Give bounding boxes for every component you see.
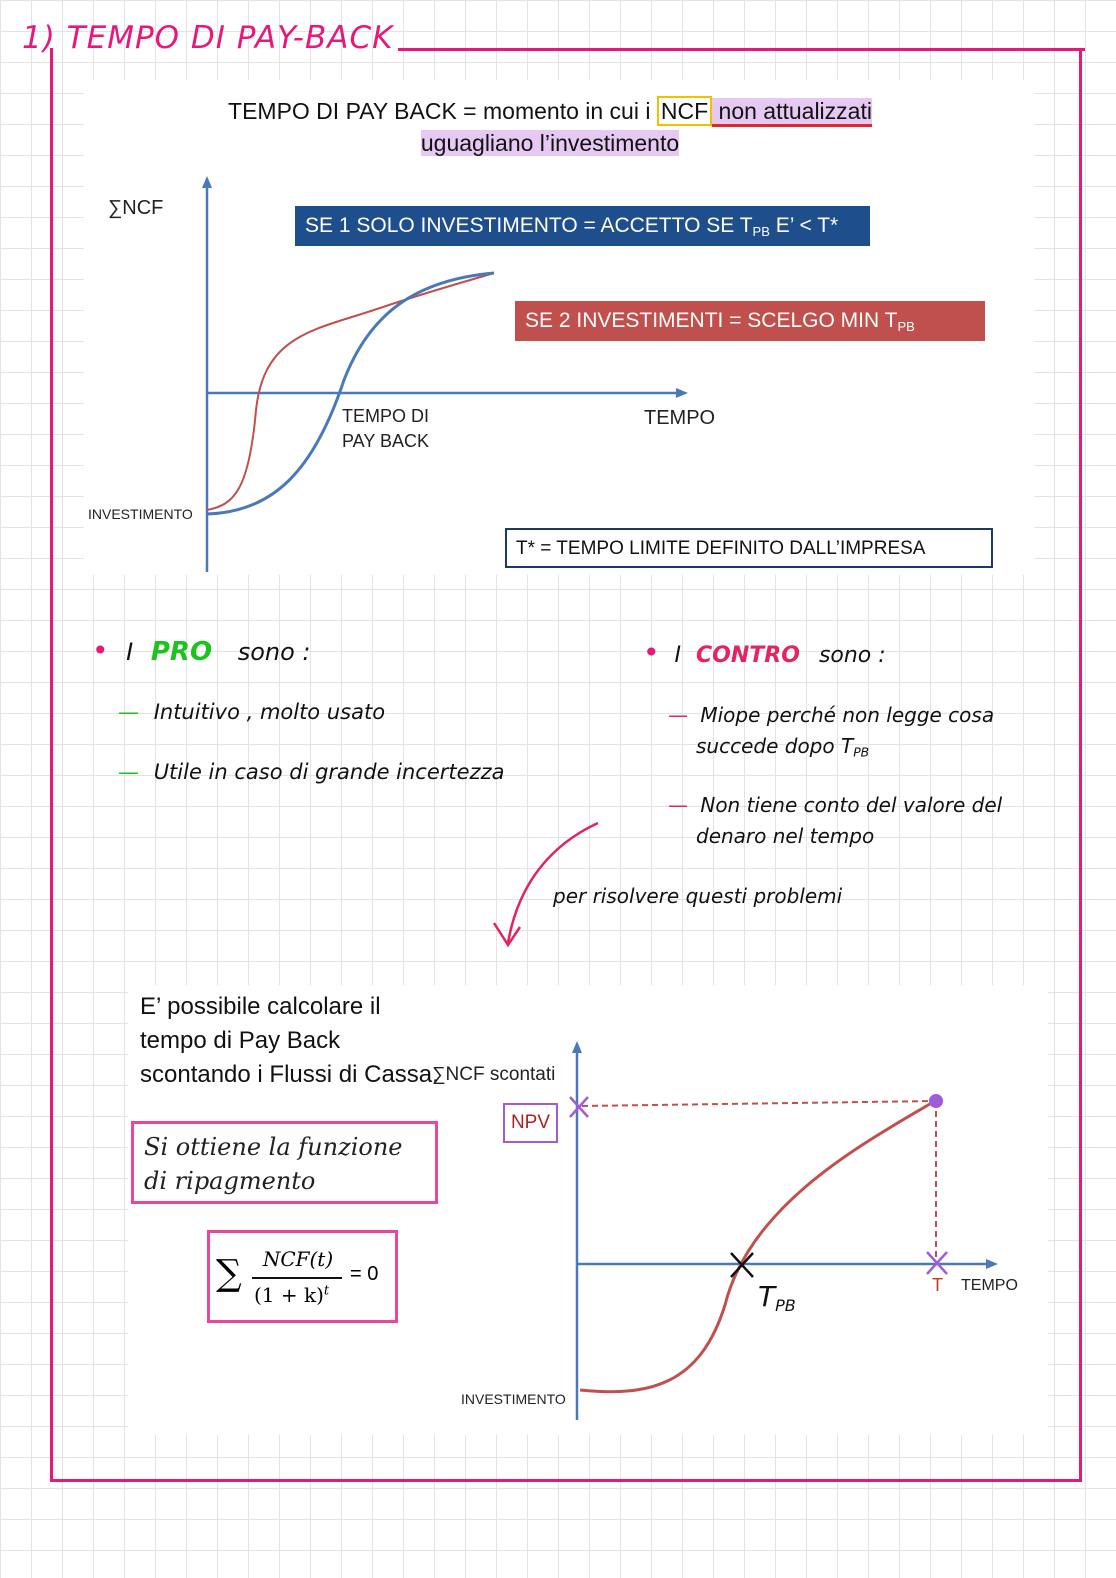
rule-one-sub: PB xyxy=(752,223,770,239)
contro-sono: sono : xyxy=(818,643,886,668)
chart1-y-arrow xyxy=(202,176,212,188)
t-star-definition: T* = TEMPO LIMITE DEFINITO DALL’IMPRESA xyxy=(505,528,993,568)
rule-one-investment xyxy=(295,206,870,246)
page-title: 1) TEMPO DI PAY-BACK xyxy=(22,20,394,56)
tpb-label-sub: PB xyxy=(775,1295,796,1315)
contro-i: I xyxy=(674,643,682,668)
rule-one-text: SE 1 SOLO INVESTIMENTO = ACCETTO SE T xyxy=(305,214,753,237)
t-label: T xyxy=(932,1275,943,1295)
contro-dash-1: — xyxy=(668,703,688,727)
discounted-text: E’ possibile calcolare il tempo di Pay Back scontando i Flussi di Cassa. xyxy=(140,993,439,1088)
npv-dashed-line xyxy=(582,1101,935,1106)
contro-item-2-line-1: Non tiene conto del valore del xyxy=(700,793,1003,817)
chart2-curve xyxy=(580,1101,935,1392)
formula-denominator xyxy=(254,1283,329,1307)
pro-item-2-text: Utile in caso di grande incertezza xyxy=(153,760,505,784)
contro-word: CONTRO xyxy=(696,643,800,668)
tpb-label xyxy=(758,1280,796,1315)
npv-point-icon xyxy=(929,1094,943,1108)
contro-item-1-sub: PB xyxy=(853,744,870,760)
formula-numerator: NCF(t) xyxy=(262,1247,334,1271)
pro-word: PRO xyxy=(150,637,213,667)
npv-cross-icon xyxy=(570,1097,588,1117)
chart2-investimento-label: INVESTIMENTO xyxy=(461,1391,566,1407)
chart2-y-arrow xyxy=(572,1041,582,1053)
chart1-y-label: ∑NCF xyxy=(108,197,164,219)
pro-item-1-text: Intuitivo , molto usato xyxy=(153,700,386,724)
chart2-x-arrow xyxy=(986,1259,998,1269)
chart1-x-label: TEMPO xyxy=(644,407,716,429)
contro-bullet: • xyxy=(643,636,660,669)
definition-line-1 xyxy=(150,98,950,125)
curved-arrow-head xyxy=(494,923,520,945)
contro-item-2 xyxy=(668,790,1002,852)
rule-two-text: SE 2 INVESTIMENTI = SCELGO MIN T xyxy=(525,309,898,332)
definition-part1: TEMPO DI PAY BACK = momento in cui i xyxy=(228,98,657,124)
chart2-y-label: ∑NCF scontati xyxy=(432,1064,556,1085)
definition-part3: uguagliano l’investimento xyxy=(420,130,680,156)
contro-dash-2: — xyxy=(668,793,688,817)
pro-i: I xyxy=(126,638,134,666)
chart1-payback-label-2: PAY BACK xyxy=(342,431,430,451)
discounted-chart xyxy=(560,1035,1010,1430)
rule-two-investments xyxy=(515,301,985,341)
pro-item-2 xyxy=(118,760,504,784)
tpb-label-t: T xyxy=(758,1280,776,1313)
chart1-investimento-label: INVESTIMENTO xyxy=(88,506,193,522)
pro-heading xyxy=(92,634,311,667)
chart1-payback-label-1: TEMPO DI xyxy=(342,406,430,426)
ripagamento-box: Si ottiene la funzione di ripagmento xyxy=(131,1121,438,1204)
pro-bullet: • xyxy=(92,634,109,667)
pro-dash-2: — xyxy=(118,760,139,784)
formula-den-text: (1 + k) xyxy=(254,1283,324,1307)
payback-formula xyxy=(207,1230,398,1323)
formula-equals: = 0 xyxy=(350,1263,379,1285)
contro-item-1 xyxy=(668,700,994,768)
definition-line-2 xyxy=(150,130,950,157)
curved-arrow-shaft xyxy=(508,823,598,943)
contro-item-1-line-1: Miope perché non legge cosa xyxy=(700,703,995,727)
npv-label: NPV xyxy=(503,1103,558,1143)
formula-exponent: t xyxy=(323,1283,330,1299)
formula-sum: ∑ xyxy=(216,1253,242,1294)
arrow-note: per risolvere questi problemi xyxy=(553,884,843,908)
rule-one-end: E’ < T* xyxy=(769,214,839,237)
contro-item-2-line-2: denaro nel tempo xyxy=(696,824,875,848)
rule-two-sub: PB xyxy=(897,318,915,334)
contro-item-1-line-2: succede dopo T xyxy=(696,734,854,758)
chart1-x-arrow xyxy=(676,388,688,398)
formula-fraction-bar xyxy=(252,1277,342,1279)
pro-sono: sono : xyxy=(237,638,311,666)
chart1-curve-red xyxy=(207,273,494,510)
non-attualizzati-highlight: non attualizzati xyxy=(712,98,872,127)
pro-item-1 xyxy=(118,700,385,724)
ncf-highlight: NCF xyxy=(657,96,712,126)
contro-heading xyxy=(643,636,886,669)
pro-dash-1: — xyxy=(118,700,139,724)
chart2-x-label: TEMPO xyxy=(961,1277,1018,1294)
